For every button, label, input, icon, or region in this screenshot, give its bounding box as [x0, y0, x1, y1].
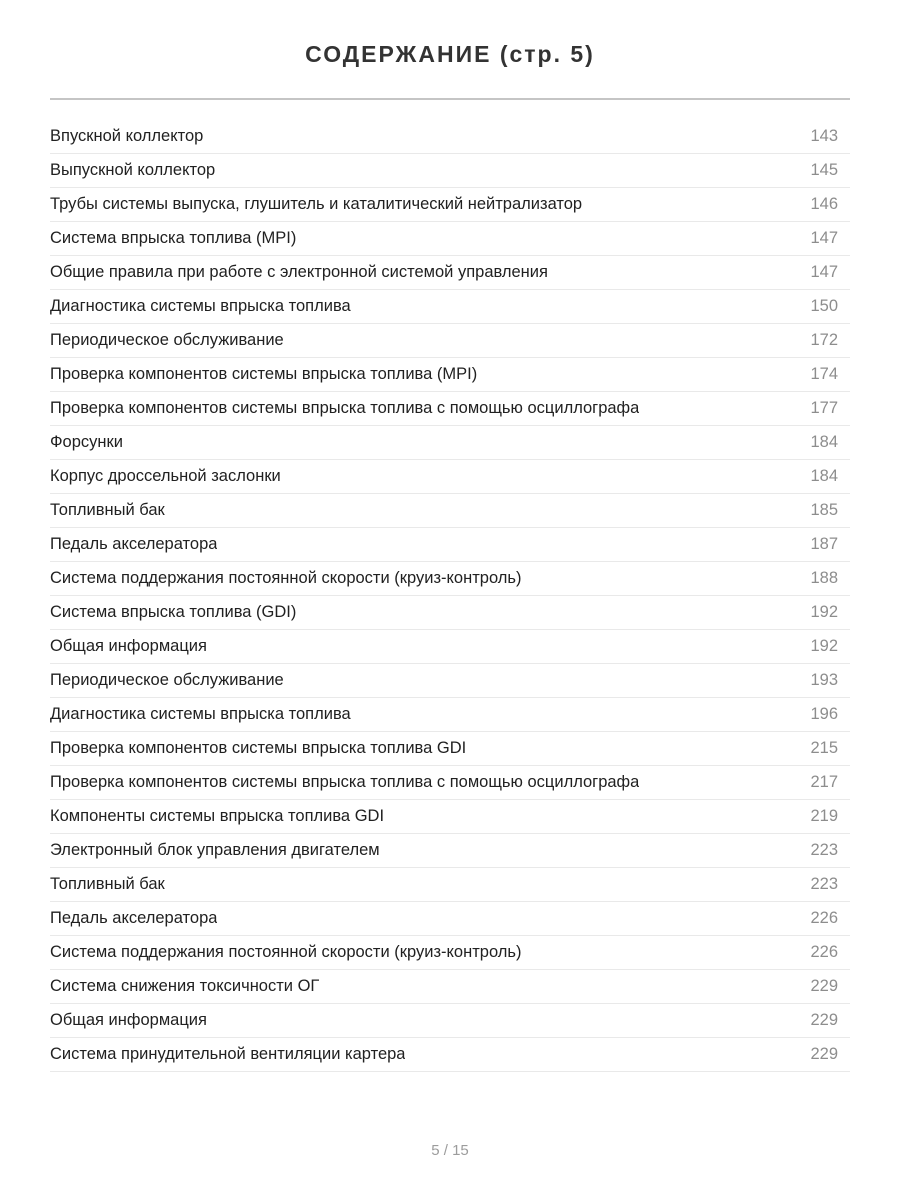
toc-entry-page-number: 185	[810, 501, 838, 519]
toc-entry-page-number: 192	[810, 603, 838, 621]
toc-entry[interactable]	[50, 630, 850, 664]
toc-entry-page-number: 184	[810, 467, 838, 485]
toc-entry[interactable]	[50, 766, 850, 800]
toc-entry[interactable]	[50, 562, 850, 596]
toc-entry-page-number: 226	[810, 909, 838, 927]
toc-entry[interactable]	[50, 936, 850, 970]
toc-entry-page-number: 223	[810, 875, 838, 893]
toc-entry-page-number: 196	[810, 705, 838, 723]
toc-entry[interactable]	[50, 460, 850, 494]
toc-entry[interactable]	[50, 732, 850, 766]
toc-entry-label: Система впрыска топлива (MPI)	[50, 229, 297, 247]
toc-entry-label: Система снижения токсичности ОГ	[50, 977, 320, 995]
toc-entry[interactable]	[50, 902, 850, 936]
toc-entry-label: Форсунки	[50, 433, 123, 451]
toc-entry-label: Корпус дроссельной заслонки	[50, 467, 281, 485]
toc-entry[interactable]	[50, 154, 850, 188]
toc-entry-page-number: 219	[810, 807, 838, 825]
toc-entry-label: Общие правила при работе с электронной системой управления	[50, 263, 548, 281]
toc-entry-label: Проверка компонентов системы впрыска топлива с помощью осциллографа	[50, 773, 640, 791]
toc-entry-page-number: 187	[810, 535, 838, 553]
toc-list	[50, 100, 850, 1072]
toc-entry-page-number: 193	[810, 671, 838, 689]
page-title: СОДЕРЖАНИЕ (стр. 5)	[305, 41, 595, 67]
toc-entry[interactable]	[50, 834, 850, 868]
toc-entry-page-number: 188	[810, 569, 838, 587]
toc-entry-label: Система поддержания постоянной скорости (круиз-контроль)	[50, 943, 522, 961]
toc-entry-label: Общая информация	[50, 637, 207, 655]
page-indicator: 5 / 15	[431, 1142, 469, 1159]
toc-entry[interactable]	[50, 596, 850, 630]
toc-entry-page-number: 226	[810, 943, 838, 961]
toc-entry-label: Проверка компонентов системы впрыска топлива GDI	[50, 739, 467, 757]
toc-entry[interactable]	[50, 426, 850, 460]
toc-entry-label: Система впрыска топлива (GDI)	[50, 603, 297, 621]
toc-entry[interactable]	[50, 494, 850, 528]
toc-entry[interactable]	[50, 698, 850, 732]
toc-entry-page-number: 192	[810, 637, 838, 655]
toc-entry-label: Диагностика системы впрыска топлива	[50, 705, 351, 723]
toc-entry-label: Проверка компонентов системы впрыска топлива с помощью осциллографа	[50, 399, 640, 417]
toc-entry-page-number: 146	[810, 195, 838, 213]
toc-entry[interactable]	[50, 868, 850, 902]
toc-entry[interactable]	[50, 1038, 850, 1072]
toc-entry-page-number: 177	[810, 399, 838, 417]
toc-entry-page-number: 174	[810, 365, 838, 383]
toc-entry-page-number: 147	[810, 263, 838, 281]
toc-entry-label: Электронный блок управления двигателем	[50, 841, 380, 859]
toc-entry[interactable]	[50, 358, 850, 392]
toc-entry[interactable]	[50, 800, 850, 834]
toc-entry-page-number: 229	[810, 1011, 838, 1029]
toc-entry-page-number: 147	[810, 229, 838, 247]
toc-entry-label: Общая информация	[50, 1011, 207, 1029]
toc-entry[interactable]	[50, 222, 850, 256]
toc-entry-page-number: 223	[810, 841, 838, 859]
toc-entry-label: Топливный бак	[50, 875, 165, 893]
toc-entry-page-number: 184	[810, 433, 838, 451]
toc-entry[interactable]	[50, 664, 850, 698]
toc-entry-page-number: 229	[810, 977, 838, 995]
toc-entry-page-number: 145	[810, 161, 838, 179]
toc-entry[interactable]	[50, 1004, 850, 1038]
toc-entry-label: Система поддержания постоянной скорости (круиз-контроль)	[50, 569, 522, 587]
toc-entry-page-number: 150	[810, 297, 838, 315]
toc-entry-label: Система принудительной вентиляции картера	[50, 1045, 406, 1063]
toc-entry-page-number: 143	[810, 127, 838, 145]
toc-entry-label: Выпускной коллектор	[50, 161, 216, 179]
toc-entry-label: Педаль акселератора	[50, 535, 218, 553]
toc-entry[interactable]	[50, 290, 850, 324]
toc-entry[interactable]	[50, 528, 850, 562]
toc-entry-label: Периодическое обслуживание	[50, 671, 284, 689]
toc-entry-label: Топливный бак	[50, 501, 165, 519]
toc-entry[interactable]	[50, 970, 850, 1004]
toc-entry-label: Впускной коллектор	[50, 127, 204, 145]
toc-entry-label: Периодическое обслуживание	[50, 331, 284, 349]
toc-entry-page-number: 217	[810, 773, 838, 791]
toc-entry-label: Компоненты системы впрыска топлива GDI	[50, 807, 385, 825]
toc-entry-label: Диагностика системы впрыска топлива	[50, 297, 351, 315]
toc-entry[interactable]	[50, 392, 850, 426]
toc-entry[interactable]	[50, 256, 850, 290]
toc-entry-page-number: 229	[810, 1045, 838, 1063]
toc-entry[interactable]	[50, 120, 850, 154]
toc-entry-page-number: 172	[810, 331, 838, 349]
toc-entry[interactable]	[50, 324, 850, 358]
toc-entry-page-number: 215	[810, 739, 838, 757]
toc-entry[interactable]	[50, 188, 850, 222]
toc-entry-label: Педаль акселератора	[50, 909, 218, 927]
toc-entry-label: Трубы системы выпуска, глушитель и каталитический нейтрализатор	[50, 195, 583, 213]
toc-entry-label: Проверка компонентов системы впрыска топлива (MPI)	[50, 365, 478, 383]
